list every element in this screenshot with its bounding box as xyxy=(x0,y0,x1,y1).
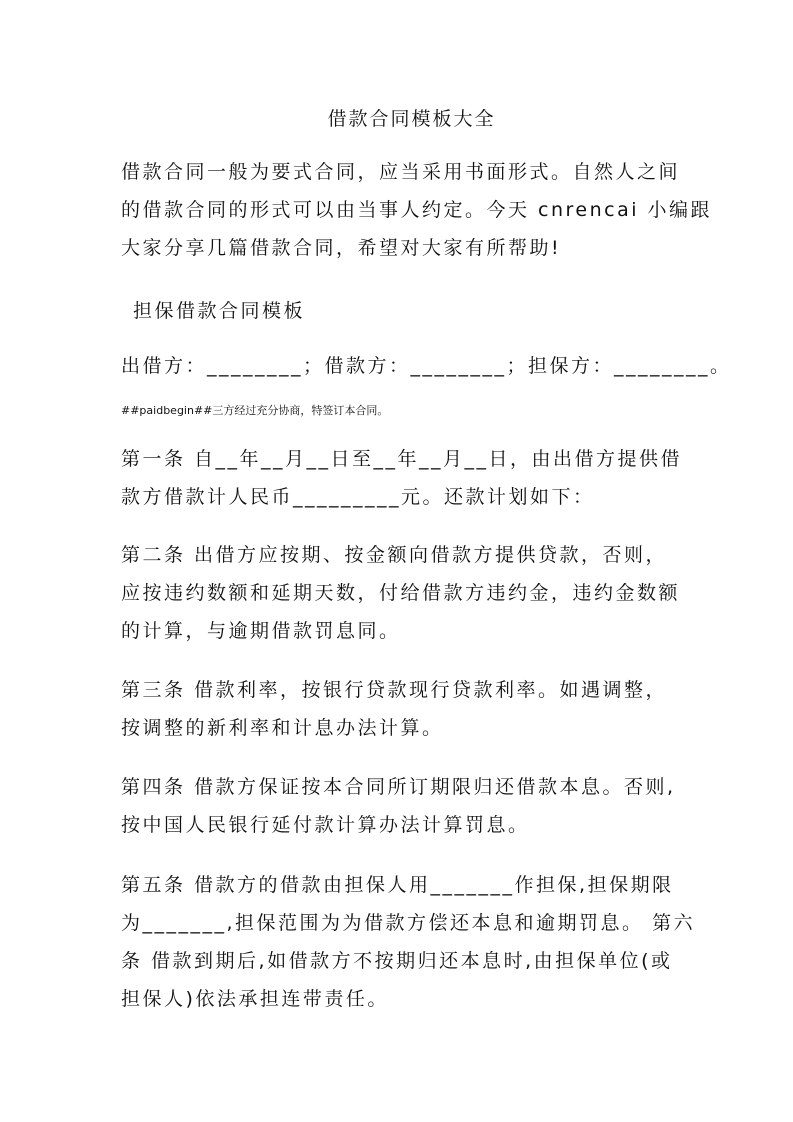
article-line: 第四条 借款方保证按本合同所订期限归还借款本息。否则, xyxy=(121,776,676,798)
intro-paragraph xyxy=(121,153,713,267)
intro-line: 借款合同一般为要式合同，应当采用书面形式。自然人之间 xyxy=(121,161,681,183)
article-3 xyxy=(121,671,673,747)
section-heading: 担保借款合同模板 xyxy=(133,300,306,322)
article-line: 为_______,担保范围为为借款方偿还本息和逾期罚息。 第六 xyxy=(121,912,696,934)
article-line: 按中国人民银行延付款计算办法计算罚息。 xyxy=(121,814,530,836)
article-line: 按调整的新利率和计息办法计算。 xyxy=(121,717,444,739)
agreement-note: ##paidbegin##三方经过充分协商，特签订本合同。 xyxy=(121,404,389,417)
intro-line: 的借款合同的形式可以由当事人约定。今天 cnrencai 小编跟 xyxy=(121,199,713,221)
article-4 xyxy=(121,768,676,844)
article-line: 款方借款计人民币_________元。还款计划如下： xyxy=(121,486,595,508)
article-line: 的计算，与逾期借款罚息同。 xyxy=(121,620,401,642)
article-line: 担保人)依法承担连带责任。 xyxy=(121,988,389,1010)
article-line: 应按违约数额和延期天数，付给借款方违约金，违约金数额 xyxy=(121,582,681,604)
article-2 xyxy=(121,536,681,650)
article-1 xyxy=(121,440,683,516)
article-line: 第二条 出借方应按期、按金额向借款方提供贷款，否则， xyxy=(121,544,668,566)
parties-text: 出借方：________；借款方：________；担保方：________。 xyxy=(121,355,732,377)
article-line: 第三条 借款利率，按银行贷款现行贷款利率。如遇调整， xyxy=(121,679,668,701)
document-title: 借款合同模板大全 xyxy=(327,108,496,130)
article-line: 第五条 借款方的借款由担保人用_______作担保,担保期限 xyxy=(121,874,674,896)
article-line: 条 借款到期后,如借款方不按期归还本息时,由担保单位(或 xyxy=(121,950,673,972)
article-5 xyxy=(121,866,696,1018)
parties-line xyxy=(121,347,732,385)
article-line: 第一条 自__年__月__日至__年__月__日，由出借方提供借 xyxy=(121,448,683,470)
intro-line: 大家分享几篇借款合同，希望对大家有所帮助! xyxy=(121,237,562,259)
